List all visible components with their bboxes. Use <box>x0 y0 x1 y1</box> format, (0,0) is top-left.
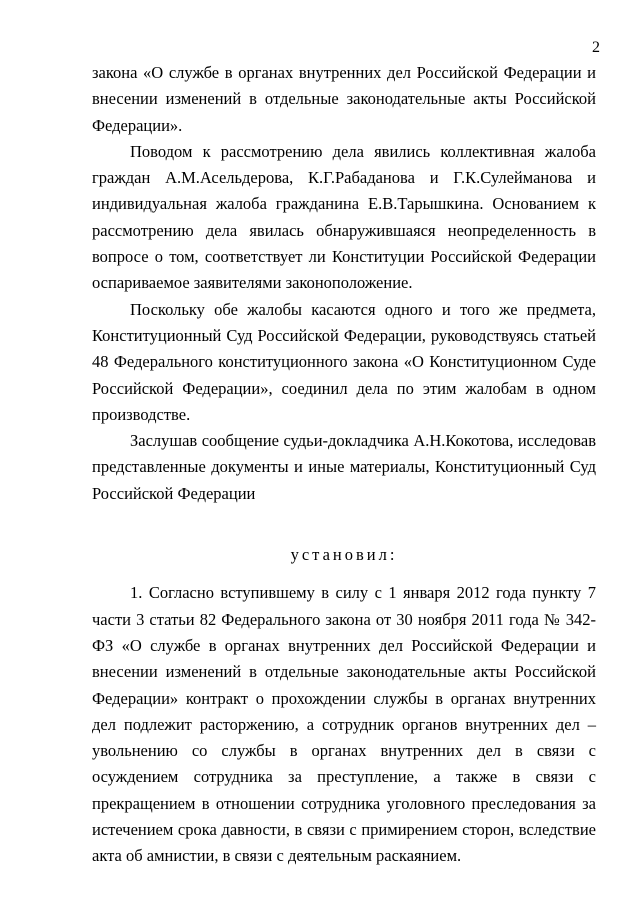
paragraph-hearing: Заслушав сообщение судьи-докладчика А.Н.Кокотова, исследовав представленные документы и иные материалы, Конституционный Суд Российской Федерации <box>92 431 596 503</box>
document-body <box>92 60 596 870</box>
page-number: 2 <box>592 39 600 56</box>
section-heading: установил: <box>290 545 398 565</box>
paragraph-continuation: закона «О службе в органах внутренних дел Российской Федерации и внесении изменений в отдельные законодательные акты Российской Федерации». <box>92 63 596 135</box>
paragraph-joinder: Поскольку обе жалобы касаются одного и того же предмета, Конституционный Суд Российской Федерации, руководствуясь статьей 48 Федерального конституционного закона «О Конституционном Суде Российской Федерации», соединил дела по этим жалобам в одном производстве. <box>92 299 596 424</box>
paragraph-point-1: 1. Согласно вступившему в силу с 1 января 2012 года пункту 7 части 3 статьи 82 Федерального закона от 30 ноября 2011 года № 342-ФЗ «О службе в органах внутренних дел Российской Федерации и внесении изменений в отдельные законодательные акты Российской Федерации» контракт о прохождении службы в органах внутренних дел подлежит расторжению, а сотрудник органов внутренних дел – увольнению со службы в органах внутренних дел в связи с осуждением сотрудника за преступление, а также в связи с прекращением в отношении сотрудника уголовного преследования за истечением срока давности, в связи с примирением сторон, вследствие акта об амнистии, в связи с деятельным раскаянием. <box>92 583 596 866</box>
paragraph-grounds: Поводом к рассмотрению дела явились коллективная жалоба граждан А.М.Асельдерова, К.Г.Рабаданова и Г.К.Сулейманова и индивидуальная жалоба гражданина Е.В.Тарышкина. Основанием к рассмотрению дела явилась обнаружившаяся неопределенность в вопросе о том, соответствует ли Конституции Российской Федерации оспариваемое заявителями законоположение. <box>92 141 596 293</box>
